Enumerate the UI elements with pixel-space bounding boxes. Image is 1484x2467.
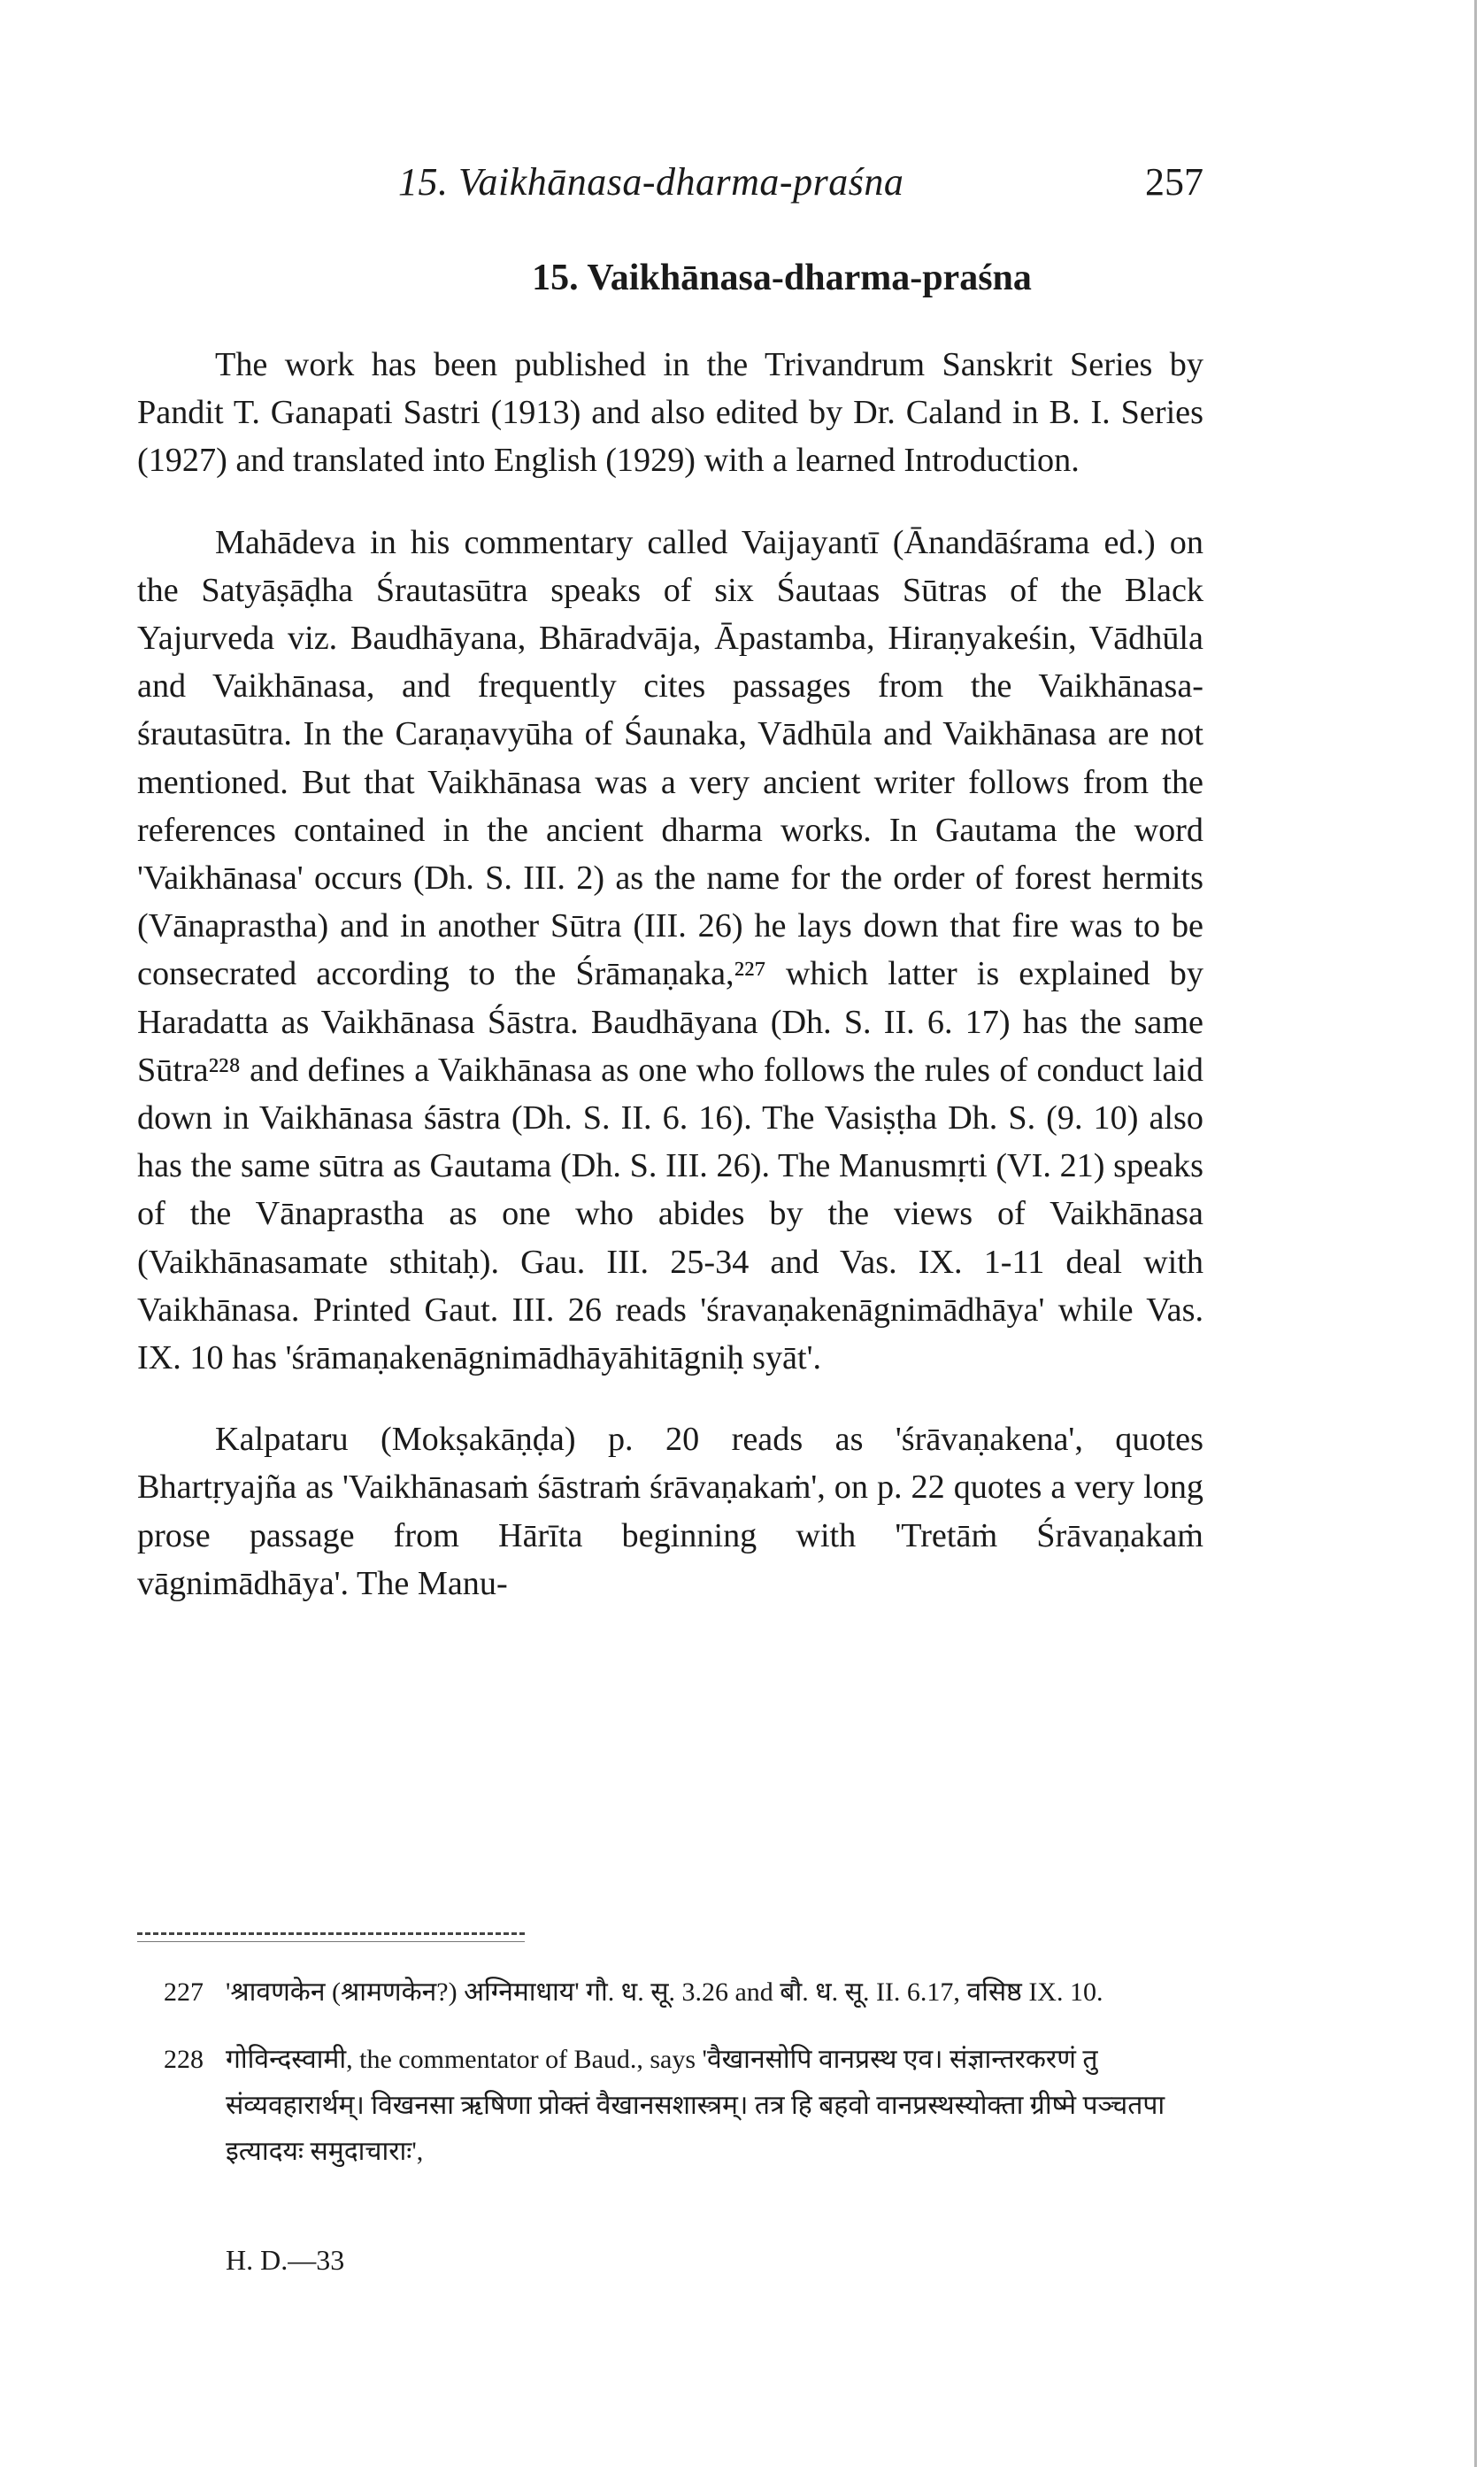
page-number: 257 xyxy=(1145,160,1203,204)
footnote-text: 'श्रावणकेन (श्रामणकेन?) अग्निमाधाय' गौ. ध. सू. 3.26 and बौ. ध. सू. II. 6.17, वसिष्ठ IX. 10. xyxy=(226,1977,1103,2007)
signature-mark: H. D.—33 xyxy=(226,2244,345,2276)
body-text xyxy=(137,341,1203,1641)
footnote-text: गोविन्दस्वामी, the commentator of Baud., says 'वैखानसोपि वानप्रस्थ एव। संज्ञान्तरकरणं तु संव्यवहारार्थम्। विखनसा ऋषिणा प्रोक्तं वैखानसशास्त्रम्। तत्र हि बहवो वानप्रस्थस्योक्ता ग्रीष्मे पञ्चतपा इत्यादयः समुदाचाराः', xyxy=(226,2045,1165,2166)
footnote-divider xyxy=(137,1932,525,1935)
scan-edge xyxy=(1474,0,1477,2467)
section-heading: 15. Vaikhānasa-dharma-praśna xyxy=(532,258,1032,298)
running-head xyxy=(133,159,1203,212)
footnote-divider-line xyxy=(137,1941,525,1942)
footnote xyxy=(164,2037,1208,2175)
paragraph: Mahādeva in his commentary called Vaijayantī (Ānandāśrama ed.) on the Satyāṣāḍha Śrautasūtra speaks of six Śautaas Sūtras of the Black Yajurveda viz. Baudhāyana, Bhāradvāja, Āpastamba, Hiraṇyakeśin, Vādhūla and Vaikhānasa, and frequently cites passages from the Vaikhānasa-śrautasūtra. In the Caraṇavyūha of Śaunaka, Vādhūla and Vaikhānasa are not mentioned. But that Vaikhānasa was a very ancient writer follows from the references contained in the ancient dharma works. In Gautama the word 'Vaikhānasa' occurs (Dh. S. III. 2) as the name for the order of forest hermits (Vānaprastha) and in another Sūtra (III. 26) he lays down that fire was to be consecrated according to the Śrāmaṇaka,²²⁷ which latter is explained by Haradatta as Vaikhānasa Śāstra. Baudhāyana (Dh. S. II. 6. 17) has the same Sūtra²²⁸ and defines a Vaikhānasa as one who follows the rules of conduct laid down in Vaikhānasa śāstra (Dh. S. II. 6. 16). The Vasiṣṭha Dh. S. (9. 10) also has the same sūtra as Gautama (Dh. S. III. 26). The Manusmṛti (VI. 21) speaks of the Vānaprastha as one who abides by the views of Vaikhānasa (Vaikhānasamate sthitaḥ). Gau. III. 25-34 and Vas. IX. 1-11 deal with Vaikhānasa. Printed Gaut. III. 26 reads 'śravaṇakenāgnimādhāya' while Vas. IX. 10 has 'śrāmaṇakenāgnimādhāyāhitāgniḥ syāt'. xyxy=(137,523,1203,1377)
footnote-number: 228 xyxy=(164,2045,204,2074)
footnote xyxy=(164,1970,1208,2016)
footnotes xyxy=(164,1970,1208,2196)
paragraph: The work has been published in the Trivandrum Sanskrit Series by Pandit T. Ganapati Sastri (1913) and also edited by Dr. Caland in B. I. Series (1927) and translated into English (1929) with a learned Introduction. xyxy=(137,346,1203,480)
paragraph: Kalpataru (Mokṣakāṇḍa) p. 20 reads as 'śrāvaṇakena', quotes Bhartṛyajña as 'Vaikhānasaṁ śāstraṁ śrāvaṇakaṁ', on p. 22 quotes a very long prose passage from Hārīta beginning with 'Tretāṁ Śrāvaṇakaṁ vāgnimādhāya'. The Manu- xyxy=(137,1421,1203,1602)
running-title: 15. Vaikhānasa-dharma-praśna xyxy=(398,160,904,204)
footnote-number: 227 xyxy=(164,1977,204,2007)
